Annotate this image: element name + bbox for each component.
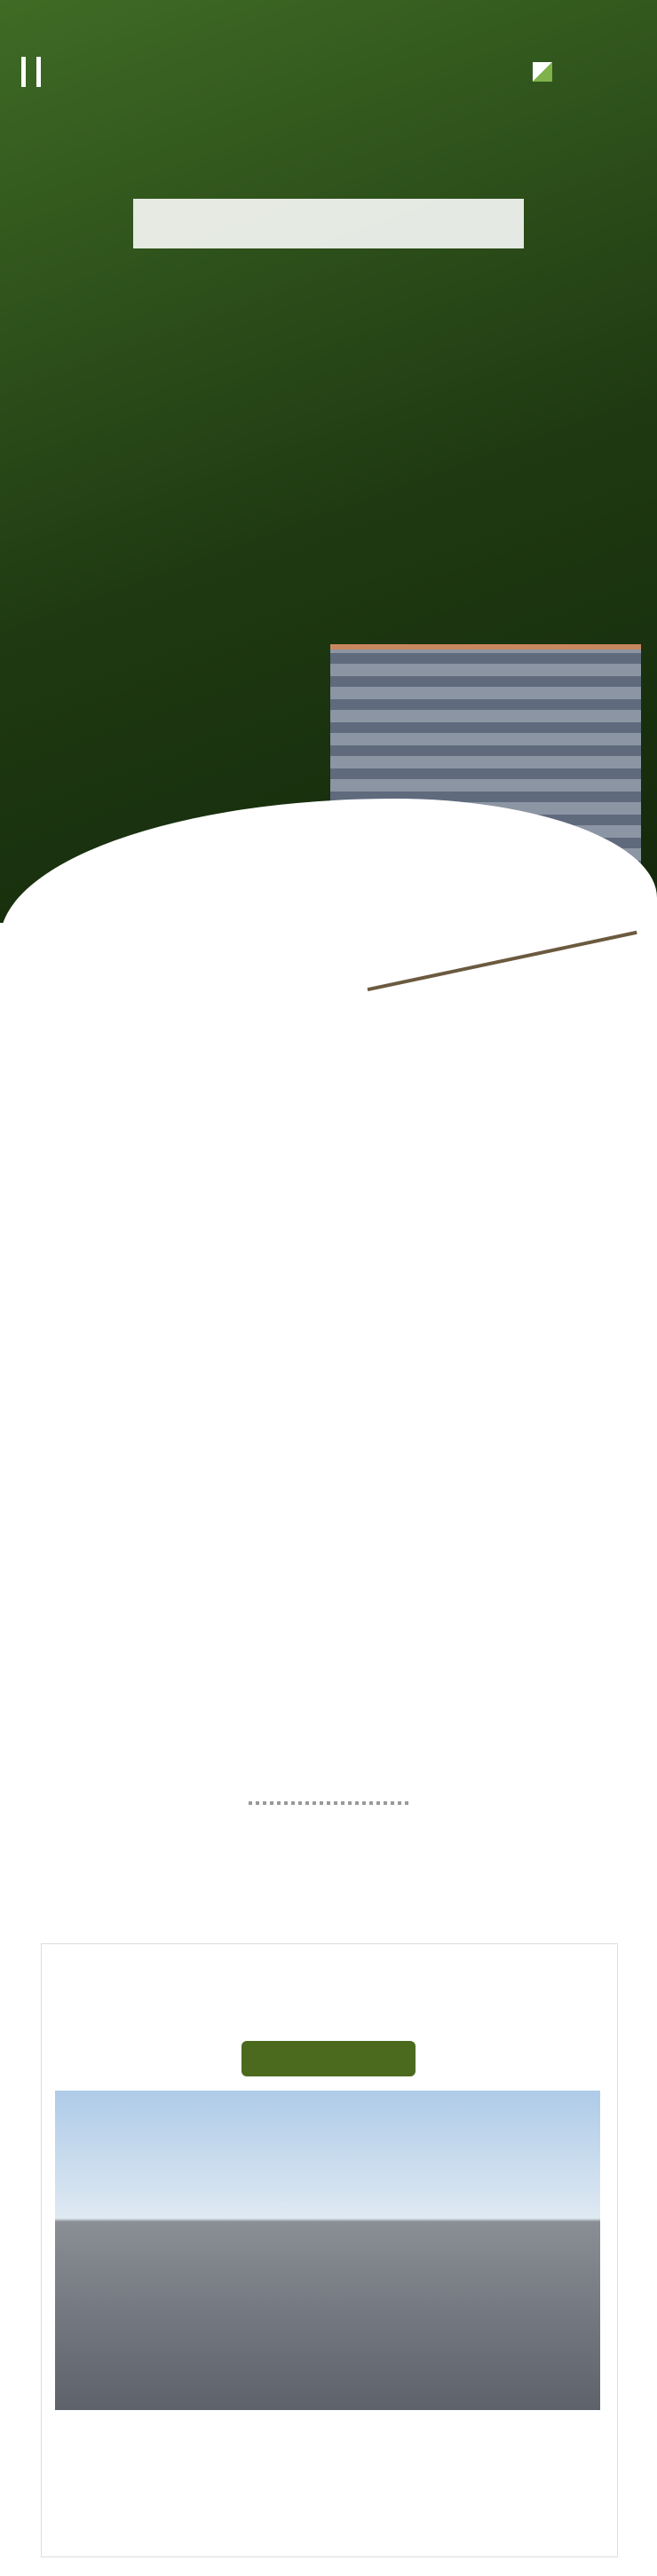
leaf-branch-decoration: [368, 931, 654, 1069]
group-logo: [533, 62, 552, 82]
construction-photo: [55, 2091, 600, 2410]
progress-label: [241, 2041, 416, 2076]
progress-dots-divider: [249, 1801, 408, 1805]
month-ribbon: [133, 199, 524, 248]
brand-logo: [21, 57, 41, 87]
